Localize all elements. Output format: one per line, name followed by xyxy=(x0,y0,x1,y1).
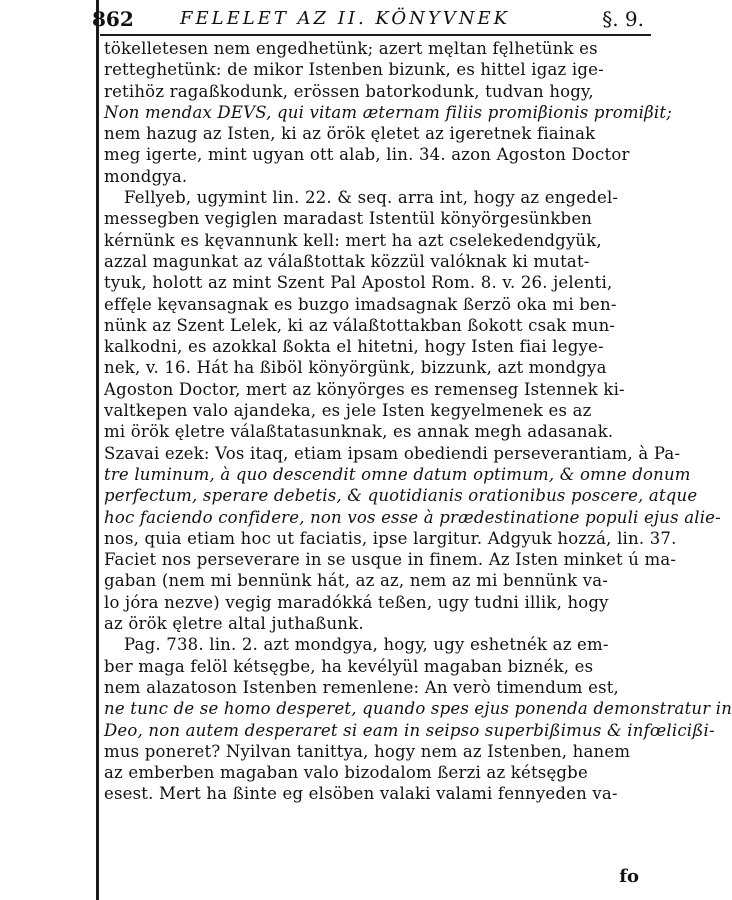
text-line: meg igerte, mint ugyan ott alab, lin. 34. azon Agoston Doctor xyxy=(104,145,630,165)
text-line: Fellyeb, ugymint lin. 22. & seq. arra int, hogy az engedel- xyxy=(124,188,619,208)
text-line: retteghetünk: de mikor Istenben bizunk, es hittel igaz ige- xyxy=(104,60,604,80)
text-line: gaban (nem mi bennünk hát, az az, nem az mi bennünk va- xyxy=(104,571,609,591)
section-mark: §. 9. xyxy=(602,7,644,31)
text-line: tre luminum, à quo descendit omne datum optimum, & omne donum xyxy=(104,464,691,484)
text-line: nem hazug az Isten, ki az örök ęletet az igeretnek fiainak xyxy=(104,124,596,144)
text-line: perfectum, sperare debetis, & quotidianis orationibus poscere, atque xyxy=(104,486,698,506)
text-line: Agoston Doctor, mert az könyörges es remenseg Istennek ki- xyxy=(104,379,625,399)
text-line: kérnünk es kęvannunk kell: mert ha azt cselekedendgyük, xyxy=(104,230,602,250)
text-line: nek, v. 16. Hát ha ßiböl könyörgünk, bizzunk, azt mondgya xyxy=(104,358,607,378)
text-line: lo jóra nezve) vegig maradókká teßen, ugy tudni illik, hogy xyxy=(104,592,609,612)
text-line: azzal magunkat az válaßtottak közzül valóknak ki mutat- xyxy=(104,251,590,271)
page-number: 862 xyxy=(92,7,134,31)
text-line: Deo, non autem desperaret si eam in seipso superbißimus & infœlicißi- xyxy=(104,720,715,740)
text-line: ber maga felöl kétsęgbe, ha kevélyül magaban biznék, es xyxy=(104,656,594,676)
text-line: valtkepen valo ajandeka, es jele Isten kegyelmenek es az xyxy=(104,401,592,421)
text-line: nünk az Szent Lelek, ki az válaßtottakban ßokott csak mun- xyxy=(104,315,616,335)
text-line: retihöz ragaßkodunk, erössen batorkodunk, tudvan hogy, xyxy=(104,81,594,101)
body-text xyxy=(104,38,732,805)
catchword: fo xyxy=(619,866,639,887)
header-rule xyxy=(100,34,651,36)
text-line: esest. Mert ha ßinte eg elsöben valaki valami fennyeden va- xyxy=(104,784,618,804)
text-line: nos, quia etiam hoc ut faciatis, ipse largitur. Adgyuk hozzá, lin. 37. xyxy=(104,528,677,548)
text-line: messegben vegiglen maradast Istentül könyörgesünkben xyxy=(104,209,593,229)
left-margin-rule xyxy=(96,0,99,900)
text-line: mus poneret? Nyilvan tanittya, hogy nem az Istenben, hanem xyxy=(104,741,631,761)
text-line: tyuk, holott az mint Szent Pal Apostol Rom. 8. v. 26. jelenti, xyxy=(104,273,613,293)
text-line: kalkodni, es azokkal ßokta el hitetni, hogy Isten fiai legye- xyxy=(104,337,604,357)
text-line: ne tunc de se homo desperet, quando spes ejus ponenda demonstratur in xyxy=(104,699,732,719)
text-line: mi örök ęletre válaßtatasunknak, es annak megh adasanak. xyxy=(104,422,614,442)
text-line: az emberben magaban valo bizodalom ßerzi az kétsęgbe xyxy=(104,763,588,783)
text-line: hoc faciendo confidere, non vos esse à prædestinatione populi ejus alie- xyxy=(104,507,721,527)
text-line: Szavai ezek: Vos itaq, etiam ipsam obediendi perseverantiam, à Pa- xyxy=(104,443,681,463)
page-header xyxy=(92,6,648,34)
text-line: Pag. 738. lin. 2. azt mondgya, hogy, ugy eshetnék az em- xyxy=(124,635,609,655)
text-line: az örök ęletre altal juthaßunk. xyxy=(104,614,364,634)
text-line: Faciet nos perseverare in se usque in finem. Az Isten minket ú ma- xyxy=(104,550,677,570)
text-line: nem alazatoson Istenben remenlene: An verò timendum est, xyxy=(104,677,620,697)
text-line: Non mendax DEVS, qui vitam æternam filiis promiβionis promiβit; xyxy=(104,102,672,122)
text-line: effęle kęvansagnak es buzgo imadsagnak ßerzö oka mi ben- xyxy=(104,294,617,314)
text-line: mondgya. xyxy=(104,166,188,186)
running-title: FELELET AZ II. KÖNYVNEK xyxy=(180,8,511,29)
text-line: tökelletesen nem engedhetünk; azert męltan fęlhetünk es xyxy=(104,39,598,58)
